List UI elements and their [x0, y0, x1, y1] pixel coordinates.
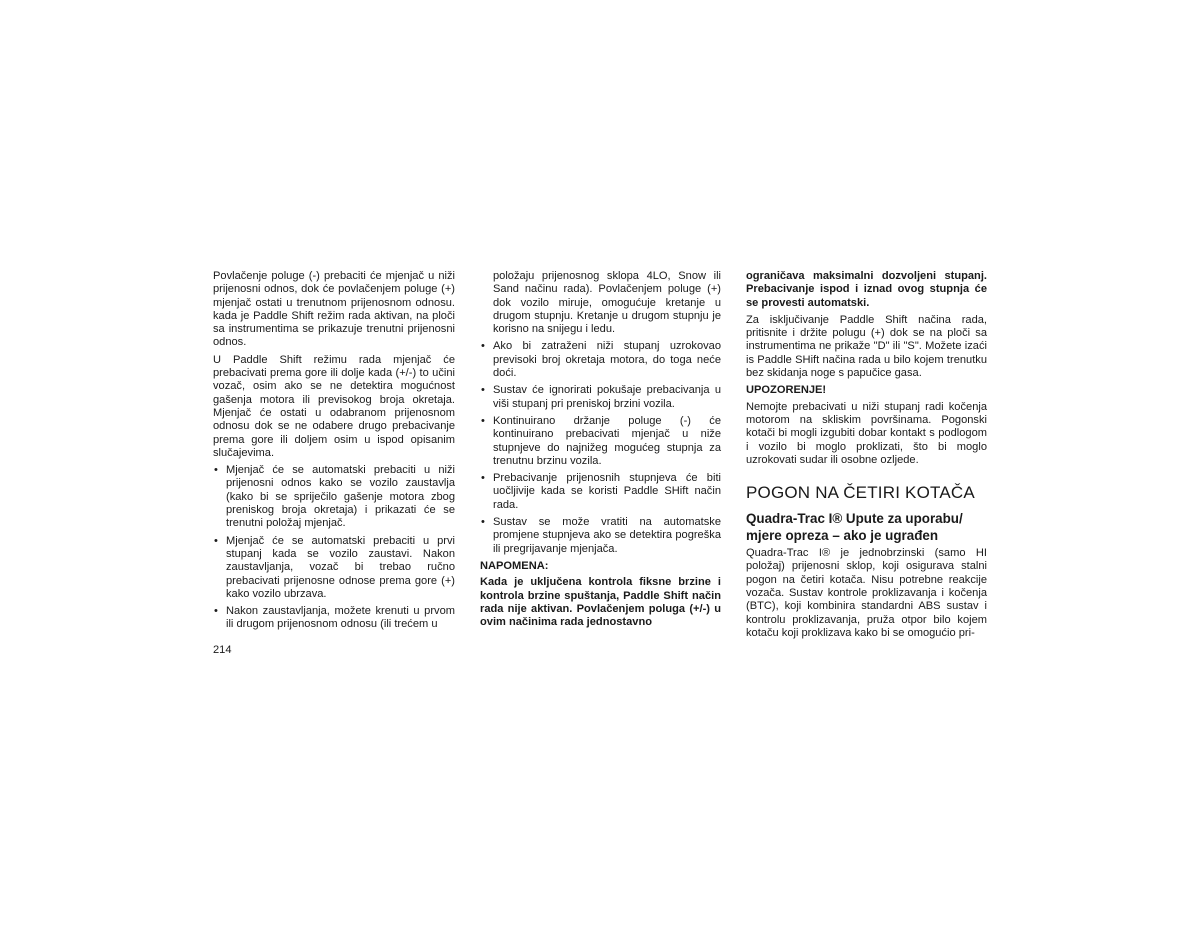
column-left: [213, 270, 455, 636]
note-text-continuation: ograničava maksimalni dozvoljeni stupanj. Prebacivanje ispod i iznad ovog stupnja će se provesti automatski.: [746, 270, 987, 309]
note-label: NAPOMENA:: [480, 559, 549, 572]
page-number: 214: [213, 644, 232, 656]
list-item: • Sustav se može vratiti na automatske promjene stupnjeva ako se detektira pogreška ili pregrijavanje mjenjača.: [480, 516, 721, 556]
list-item: • Sustav će ignorirati pokušaje prebacivanja u viši stupanj pri preniskoj brzini vozila.: [480, 384, 721, 411]
list-item: • Kontinuirano držanje poluge (-) će kontinuirano prebacivati mjenjač u niže stupnjeve do najnižeg mogućeg stupnja za trenutnu brzinu vozila.: [480, 415, 721, 468]
section-heading: POGON NA ČETIRI KOTAČA: [746, 483, 975, 503]
list-item: • Mjenjač će se automatski prebaciti u prvi stupanj kada se vozilo zaustavi. Nakon zaustavljanja, vozač bi trebao ručno prebacivati prijenosne odnose prema gore (+) kako vozilo ubrzava.: [213, 535, 455, 601]
note-text: Kada je uključena kontrola fiksne brzine i kontrola brzine spuštanja, Paddle Shift način rada nije aktivan. Povlačenjem poluga (+/-) u ovim načinima rada jednostavno: [480, 576, 721, 629]
column-middle: [480, 270, 721, 633]
bullet-list: [480, 340, 721, 555]
list-item: • Prebacivanje prijenosnih stupnjeva će biti uočljivije kada se koristi Paddle SHift način rada.: [480, 472, 721, 512]
paragraph: Za isključivanje Paddle Shift načina rada, pritisnite i držite polugu (+) dok se na ploči sa instrumentima ne prikaže "D" ili "S". Možete izaći is Paddle SHift načina rada u bilo kojem trenutku bez skidanja noge s papučice gasa.: [746, 313, 987, 380]
list-item: • Mjenjač će se automatski prebaciti u niži prijenosni odnos kako se vozilo zaustavlja (kako bi se spriječilo gašenje motora zbog preniskog broja okretaja) i prikazati će se trenutni položaj mjenjač.: [213, 464, 455, 530]
warning-label: UPOZORENJE!: [746, 384, 827, 397]
paragraph: Povlačenje poluge (-) prebaciti će mjenjač u niži prijenosni odnos, dok će povlačenjem poluge (+) mjenjač ostati u trenutnom prijenosnom odnosu. kada je Paddle Shift režim rada aktivan, na ploči sa instrumentima se prikazuje trenutni prijenosni odnos.: [213, 270, 455, 349]
paragraph: U Paddle Shift režimu rada mjenjač će prebacivati prema gore ili dolje kada (+/-) to učini vozač, osim ako se ne detektira mogućnost gašenja motora ili previsokog broja okretaja. Mjenjač će ostati u odabranom prijenosnom odnosu dok se ne odabere drugo prebacivanje prema gore ili doljem osim u ispod opisanim slučajevima.: [213, 353, 455, 459]
list-item: • Nakon zaustavljanja, možete krenuti u prvom ili drugom prijenosnom odnosu (ili trećem u: [213, 605, 455, 632]
column-right: [746, 270, 987, 644]
bullet-list: [213, 464, 455, 632]
warning-text: Nemojte prebacivati u niži stupanj radi kočenja motorom na skliskim površinama. Pogonski kotači bi mogli izgubiti dobar kontakt s podlogom i vozilo bi moglo proklizati, što bi moglo uzrokovati sudar ili osobne ozljede.: [746, 400, 987, 466]
paragraph: Quadra-Trac I® je jednobrzinski (samo HI položaj) prijenosni sklop, koji osigurava stalni pogon na četiri kotača. Nisu potrebne reakcije vozača. Sustav kontrole proklizavanja i kočenja (BTC), koji kombinira standardni ABS sustav i kontrolu proklizavanja, pruža otpor bilo kojem kotaču koji proklizava kako bi se omogućio pri-: [746, 547, 987, 639]
sub-heading: Quadra-Trac I® Upute za uporabu/ mjere opreza – ako je ugrađen: [746, 511, 963, 543]
list-item: • Ako bi zatraženi niži stupanj uzrokovao previsoki broj okretaja motora, do toga neće doći.: [480, 340, 721, 380]
paragraph-continuation: položaju prijenosnog sklopa 4LO, Snow ili Sand načinu rada). Povlačenjem poluge (+) dok vozilo miruje, omogućuje kretanje u drugom stupnju. Kretanje u drugom stupnju je korisno na snijegu i ledu.: [493, 270, 721, 336]
